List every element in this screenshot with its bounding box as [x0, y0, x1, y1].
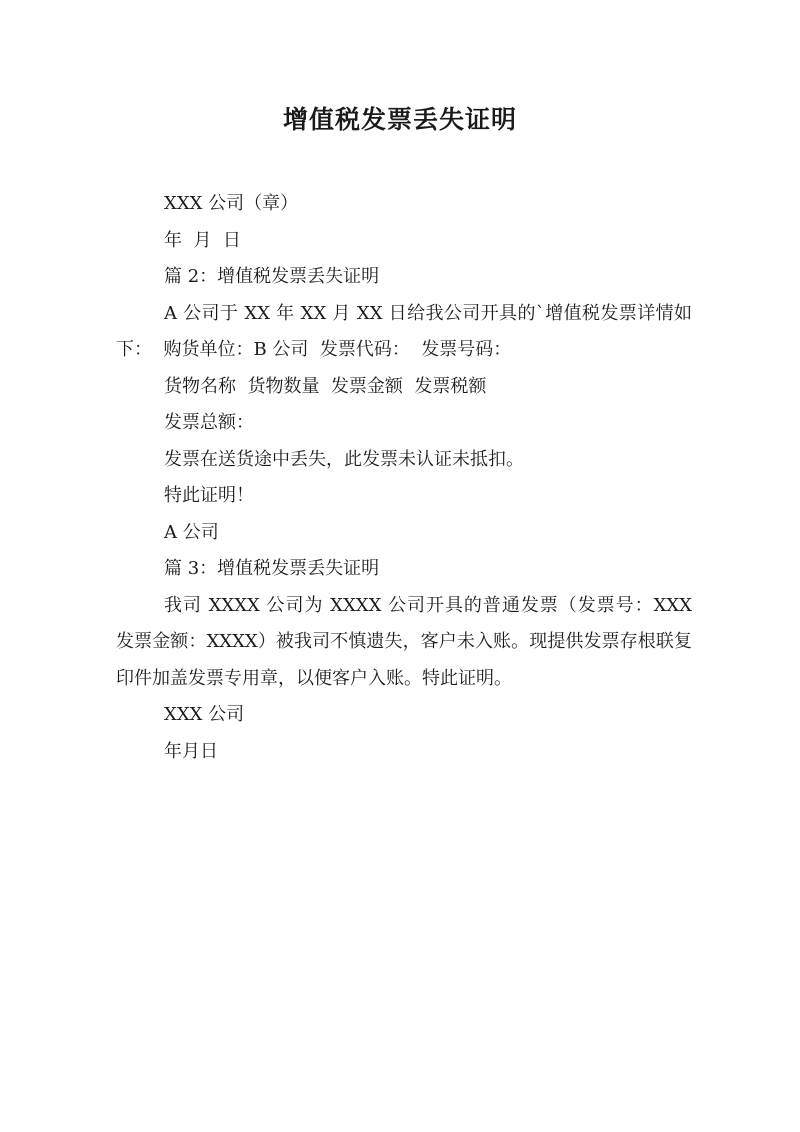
invoice-total-line: 发票总额：: [164, 412, 254, 433]
document-title: 增值税发票丢失证明: [282, 105, 517, 134]
loss-statement-line: 发票在送货途中丢失，此发票未认证未抵扣。: [164, 448, 524, 470]
section-heading-2: 篇 2：增值税发票丢失证明: [164, 266, 380, 287]
signature-date-line: 年月日: [164, 740, 218, 762]
section-heading-3: 篇 3：增值税发票丢失证明: [164, 558, 380, 579]
company-a-signature: A 公司: [164, 521, 219, 543]
company-signature: XXX 公司: [164, 704, 245, 725]
date-line: 年 月 日: [164, 229, 241, 251]
loss-report-paragraph: 我司 XXXX 公司为 XXXX 公司开具的普通发票（发票号：XXX 发票金额：XXXX）被我司不慎遗失，客户未入账。现提供发票存根联复印件加盖发票专用章，以便客户入账。特此证明。: [116, 594, 715, 689]
goods-columns-line: 货物名称 货物数量 发票金额 发票税额: [164, 375, 487, 397]
invoice-details-paragraph: A 公司于 XX 年 XX 月 XX 日给我公司开具的`增值税发票详情如下： 购货单位：B 公司 发票代码： 发票号码：: [116, 302, 692, 360]
document-body: [116, 186, 715, 770]
certification-line: 特此证明！: [164, 485, 254, 506]
company-seal-line: XXX 公司（章）: [164, 193, 299, 214]
